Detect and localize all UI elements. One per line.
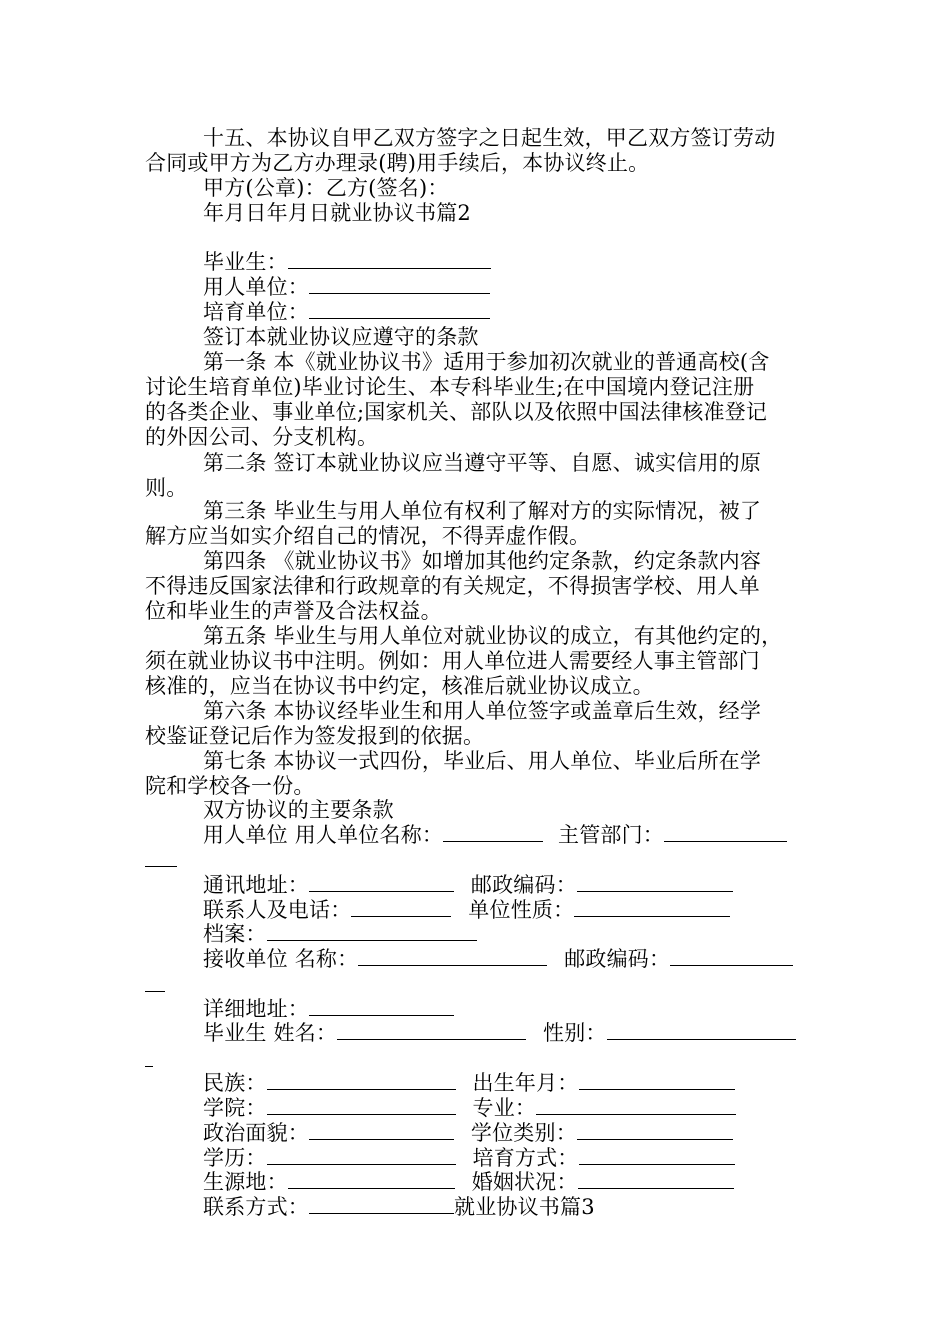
college-blank: [267, 1096, 456, 1115]
graduate-field: [203, 250, 491, 274]
address-blank: [309, 873, 454, 892]
training-unit-blank: [309, 300, 490, 319]
marital-blank: [578, 1170, 734, 1189]
archive-row: [203, 922, 477, 946]
article-1-line-4: 的外因公司、分支机构。: [145, 425, 379, 449]
receiver-name-blank: [358, 947, 547, 966]
article-6-line-2: 校鉴证登记后作为签发报到的依据。: [145, 724, 485, 748]
article-1-line-2: 讨论生培育单位)毕业讨论生、本专科毕业生;在中国境内登记注册: [145, 375, 755, 399]
contact-label: 联系人及电话：: [203, 898, 352, 922]
education-label: 学历：: [203, 1146, 267, 1170]
contact-row: [203, 898, 730, 922]
name-blank: [337, 1021, 526, 1040]
clause-15-line-1: 十五、本协议自甲乙双方签字之日起生效，甲乙双方签订劳动: [203, 126, 776, 150]
graduate-section-label: 毕业生: [203, 1021, 267, 1045]
origin-row: [203, 1170, 734, 1194]
article-3-line-2: 解方应当如实介绍自己的情况，不得弄虚作假。: [145, 524, 591, 548]
graduate-row: [203, 1021, 796, 1045]
education-row: [203, 1146, 735, 1170]
article-7-line-1: 第七条 本协议一式四份，毕业后、用人单位、毕业后所在学: [203, 749, 762, 773]
terms-heading: 签订本就业协议应遵守的条款: [203, 325, 479, 349]
graduate-label: 毕业生：: [203, 250, 288, 274]
address-label: 通讯地址：: [203, 873, 309, 897]
birth-label: 出生年月：: [472, 1071, 579, 1095]
origin-blank: [288, 1170, 455, 1189]
contact-blank: [351, 898, 451, 917]
supervisor-label: 主管部门：: [558, 823, 664, 847]
college-row: [203, 1096, 736, 1120]
article-1-line-3: 的各类企业、事业单位;国家机关、部队以及依照中国法律核准登记: [145, 400, 768, 424]
article-5-line-1: 第五条 毕业生与用人单位对就业协议的成立，有其他约定的，: [203, 624, 783, 648]
article-4-line-1: 第四条 《就业协议书》如增加其他约定条款，约定条款内容: [203, 549, 762, 573]
article-7-line-2: 院和学校各一份。: [145, 774, 315, 798]
contact-method-blank: [309, 1195, 454, 1214]
name-label: 姓名：: [273, 1021, 338, 1045]
main-terms-heading: 双方协议的主要条款: [203, 798, 394, 822]
signature-line: 甲方(公章)：乙方(签名)：: [203, 176, 449, 200]
section-title-2: 年月日年月日就业协议书篇2: [203, 201, 471, 225]
unit-type-label: 单位性质：: [468, 898, 575, 922]
postcode-label: 邮政编码：: [470, 873, 577, 897]
receiver-row: [203, 947, 793, 971]
receiver-section-label: 接收单位: [203, 947, 288, 971]
politics-row: [203, 1121, 733, 1145]
contact-method-label: 联系方式：: [203, 1195, 309, 1219]
receiver-postcode-label: 邮政编码：: [564, 947, 671, 971]
birth-blank: [579, 1071, 735, 1090]
article-4-line-3: 位和毕业生的声誉及合法权益。: [145, 599, 442, 623]
contact-method-row: [203, 1195, 595, 1219]
receiver-postcode-blank-continued: [145, 991, 165, 992]
politics-blank: [309, 1121, 454, 1140]
graduate-blank: [288, 250, 491, 269]
archive-blank: [267, 922, 477, 941]
clause-15-line-2: 合同或甲方为乙方办理录(聘)用手续后，本协议终止。: [145, 151, 650, 175]
article-6-line-1: 第六条 本协议经毕业生和用人单位签字或盖章后生效，经学: [203, 699, 762, 723]
marital-label: 婚姻状况：: [471, 1170, 578, 1194]
receiver-name-label: 名称：: [294, 947, 359, 971]
politics-label: 政治面貌：: [203, 1121, 309, 1145]
employer-label: 用人单位：: [203, 275, 309, 299]
gender-label: 性别：: [543, 1021, 607, 1045]
origin-label: 生源地：: [203, 1170, 288, 1194]
unit-type-blank: [574, 898, 730, 917]
degree-blank: [577, 1121, 733, 1140]
article-1-line-1: 第一条 本《就业协议书》适用于参加初次就业的普通高校(含: [203, 350, 770, 374]
training-unit-field: [203, 300, 490, 324]
section-title-3: 就业协议书篇3: [454, 1195, 595, 1219]
address-row: [203, 873, 733, 897]
ethnicity-row: [203, 1071, 735, 1095]
employer-name-blank: [443, 823, 543, 842]
detail-address-row: [203, 997, 454, 1021]
degree-label: 学位类别：: [470, 1121, 577, 1145]
ethnicity-blank: [267, 1071, 456, 1090]
article-2-line-1: 第二条 签订本就业协议应当遵守平等、自愿、诚实信用的原: [203, 451, 762, 475]
detail-address-label: 详细地址：: [203, 997, 309, 1021]
postcode-blank: [577, 873, 733, 892]
article-2-line-2: 则。: [145, 476, 188, 500]
article-3-line-1: 第三条 毕业生与用人单位有权利了解对方的实际情况，被了: [203, 499, 762, 523]
receiver-postcode-blank: [670, 947, 793, 966]
gender-blank-continued: [145, 1066, 153, 1067]
major-blank: [536, 1096, 736, 1115]
training-label: 培育方式：: [472, 1146, 579, 1170]
training-unit-label: 培育单位：: [203, 300, 309, 324]
employer-field: [203, 275, 490, 299]
training-blank: [579, 1146, 735, 1165]
employer-name-label: 用人单位名称：: [294, 823, 444, 847]
education-blank: [267, 1146, 456, 1165]
article-5-line-3: 核准的，应当在协议书中约定，核准后就业协议成立。: [145, 674, 654, 698]
major-label: 专业：: [472, 1096, 537, 1120]
article-4-line-2: 不得违反国家法律和行政规章的有关规定，不得损害学校、用人单: [145, 574, 760, 598]
college-label: 学院：: [203, 1096, 267, 1120]
supervisor-blank: [664, 823, 787, 842]
employer-section-label: 用人单位: [203, 823, 288, 847]
employer-row: [203, 823, 787, 847]
ethnicity-label: 民族：: [203, 1071, 267, 1095]
employer-blank: [309, 275, 490, 294]
archive-label: 档案：: [203, 922, 267, 946]
gender-blank: [607, 1021, 796, 1040]
supervisor-blank-continued: [145, 866, 177, 867]
article-5-line-2: 须在就业协议书中注明。例如：用人单位进人需要经人事主管部门: [145, 649, 760, 673]
detail-address-blank: [309, 997, 454, 1016]
